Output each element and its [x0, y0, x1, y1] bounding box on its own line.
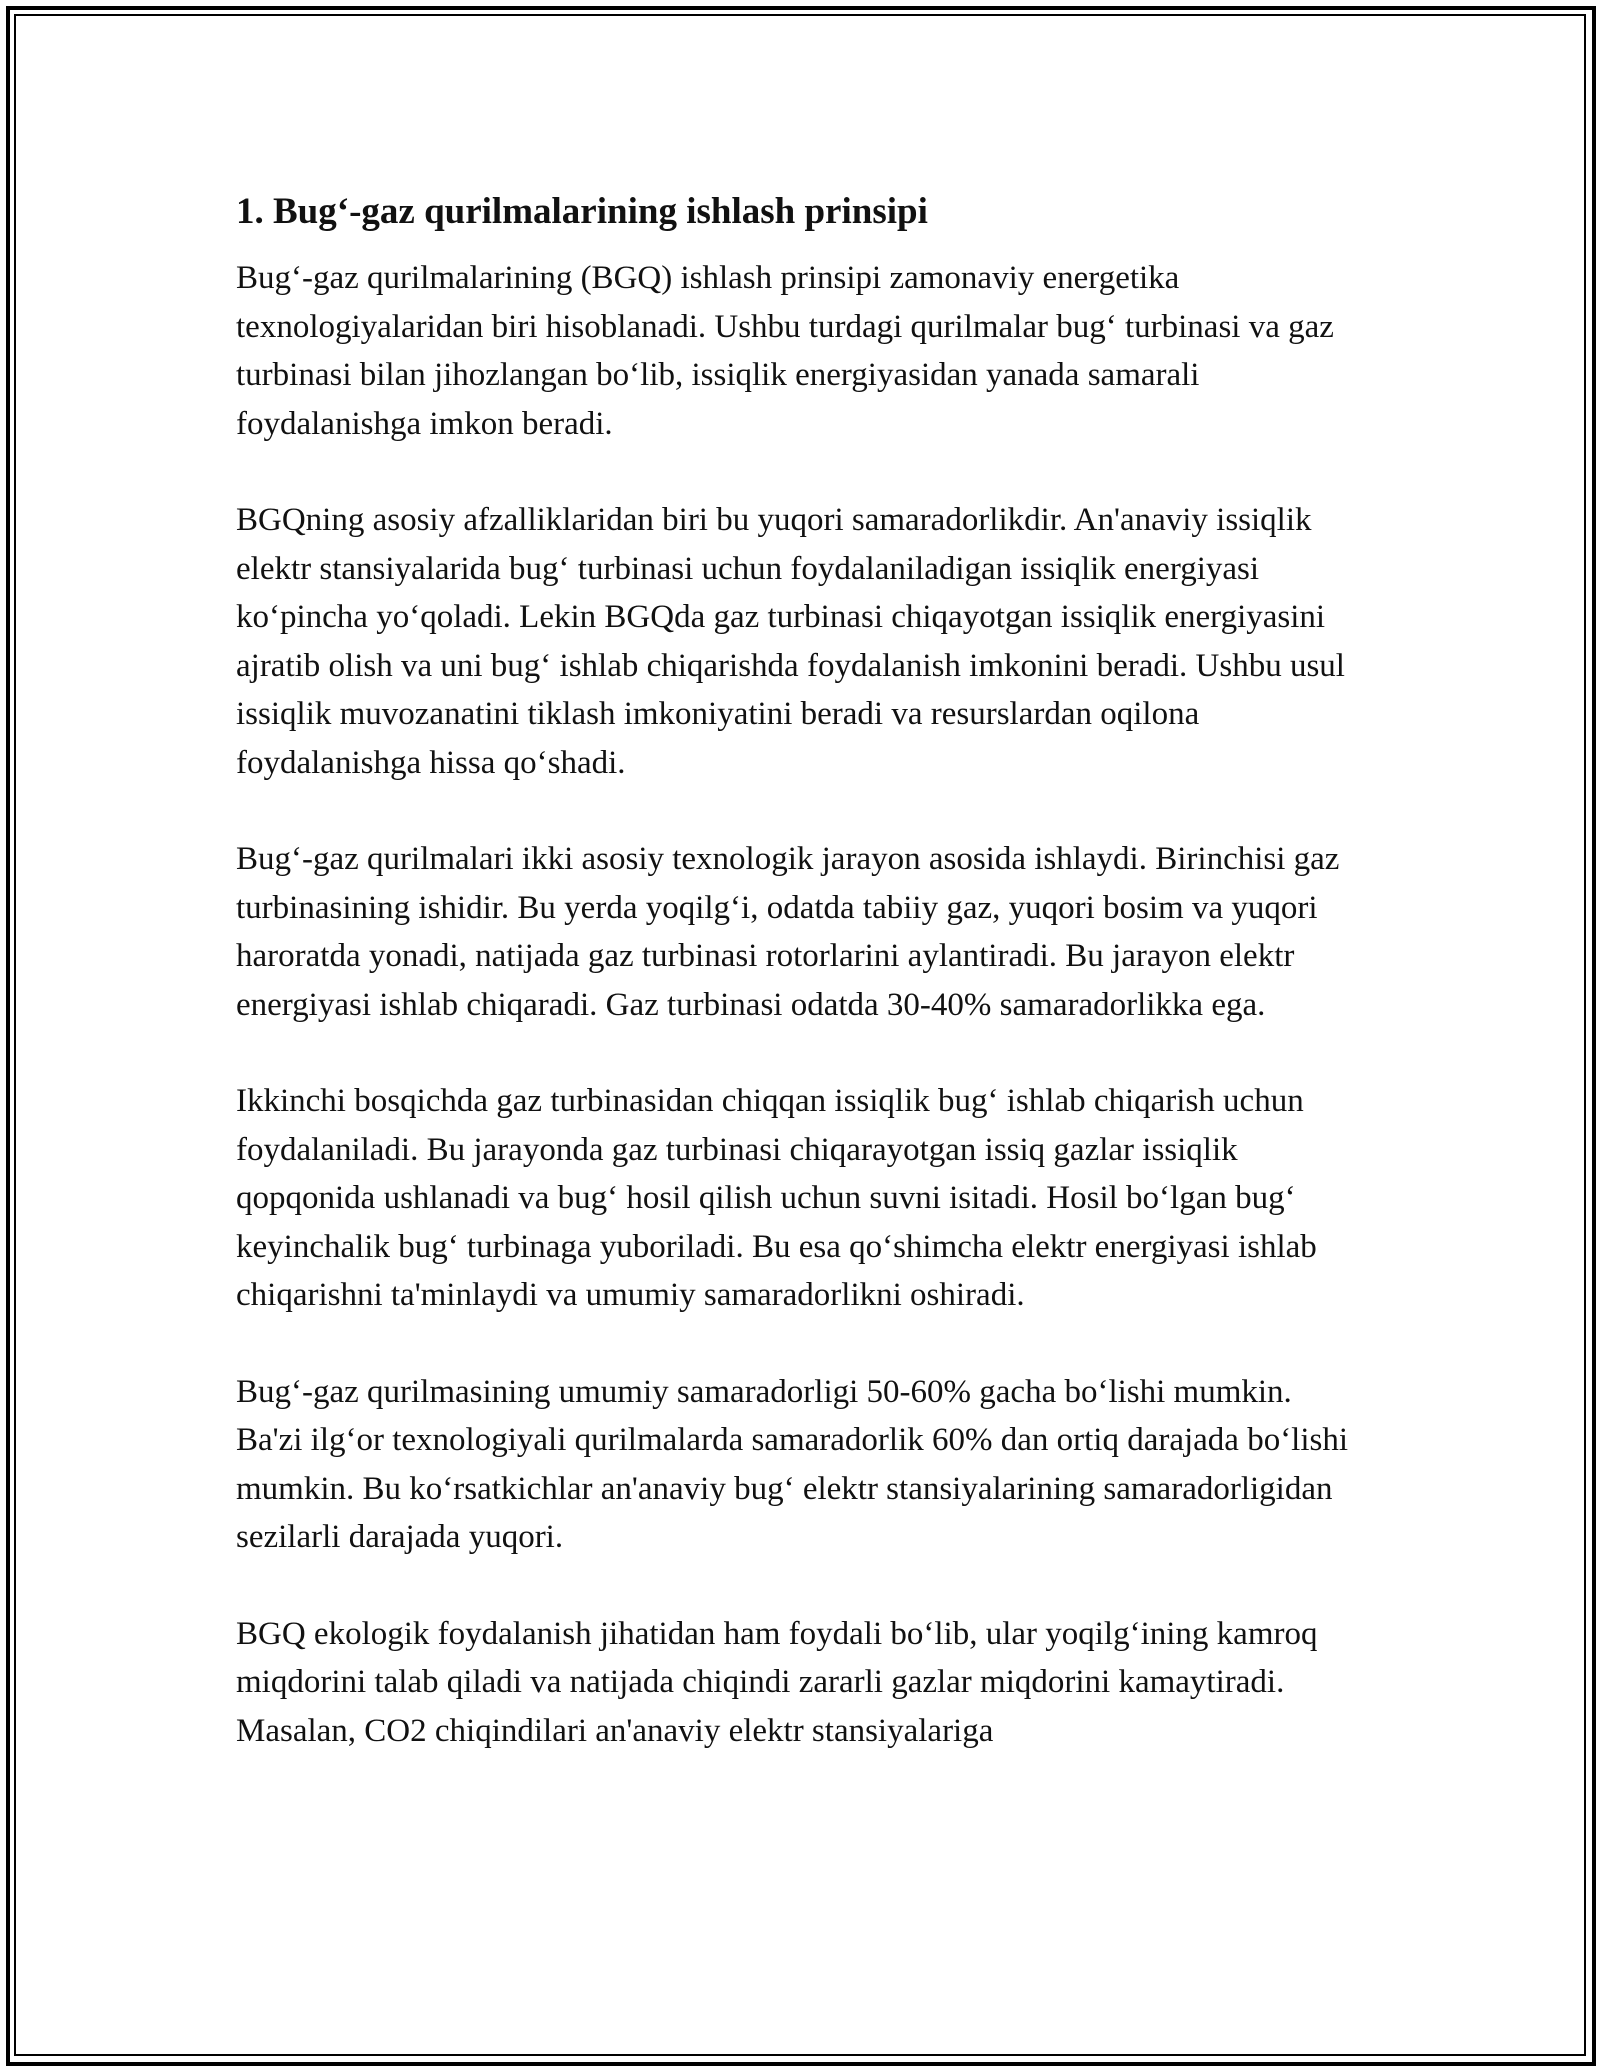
paragraph-steam-stage: Ikkinchi bosqichda gaz turbinasidan chiqqan issiqlik bug‘ ishlab chiqarish uchun foydalaniladi. Bu jarayonda gaz turbinasi chiqarayotgan issiq gazlar issiqlik qopqonida ushlanadi va bug‘ hosil qilish uchun suvni isitadi. Hosil bo‘lgan bug‘ keyinchalik bug‘ turbinaga yuboriladi. Bu esa qo‘shimcha elektr energiyasi ishlab chiqarishni ta'minlaydi va umumiy samaradorlikni oshiradi. [236, 1083, 1317, 1313]
paragraph-gas-turbine: Bug‘-gaz qurilmalari ikki asosiy texnologik jarayon asosida ishlaydi. Birinchisi gaz turbinasining ishidir. Bu yerda yoqilg‘i, odatda tabiiy gaz, yuqori bosim va yuqori haroratda yonadi, natijada gaz turbinasi rotorlarini aylantiradi. Bu jarayon elektr energiyasi ishlab chiqaradi. Gaz turbinasi odatda 30-40% samaradorlikka ega. [236, 841, 1340, 1023]
paragraph-advantages: BGQning asosiy afzalliklaridan biri bu yuqori samaradorlikdir. An'anaviy issiqlik elektr stansiyalarida bug‘ turbinasi uchun foydalaniladigan issiqlik energiyasi ko‘pincha yo‘qoladi. Lekin BGQda gaz turbinasi chiqayotgan issiqlik energiyasini ajratib olish va uni bug‘ ishlab chiqarishda foydalanish imkonini beradi. Ushbu usul issiqlik muvozanatini tiklash imkoniyatini beradi va resurslardan oqilona foydalanishga hissa qo‘shadi. [236, 502, 1345, 781]
paragraph-ecology: BGQ ekologik foydalanish jihatidan ham foydali bo‘lib, ular yoqilg‘ining kamroq miqdorini talab qiladi va natijada chiqindi zararli gazlar miqdorini kamaytiradi. Masalan, CO2 chiqindilari an'anaviy elektr stansiyalariga [236, 1615, 1318, 1749]
paragraph-intro: Bug‘-gaz qurilmalarining (BGQ) ishlash prinsipi zamonaviy energetika texnologiyalaridan biri hisoblanadi. Ushbu turdagi qurilmalar bug‘ turbinasi va gaz turbinasi bilan jihozlangan bo‘lib, issiqlik energiyasidan yanada samarali foydalanishga imkon beradi. [236, 260, 1334, 442]
section-heading: 1. Bug‘-gaz qurilmalarining ishlash prinsipi [236, 191, 928, 232]
paragraph-efficiency: Bug‘-gaz qurilmasining umumiy samaradorligi 50-60% gacha bo‘lishi mumkin. Ba'zi ilg‘or texnologiyali qurilmalarda samaradorlik 60% dan ortiq darajada bo‘lishi mumkin. Bu ko‘rsatkichlar an'anaviy bug‘ elektr stansiyalarining samaradorligidan sezilarli darajada yuqori. [236, 1373, 1349, 1555]
document-body [236, 186, 1366, 1803]
